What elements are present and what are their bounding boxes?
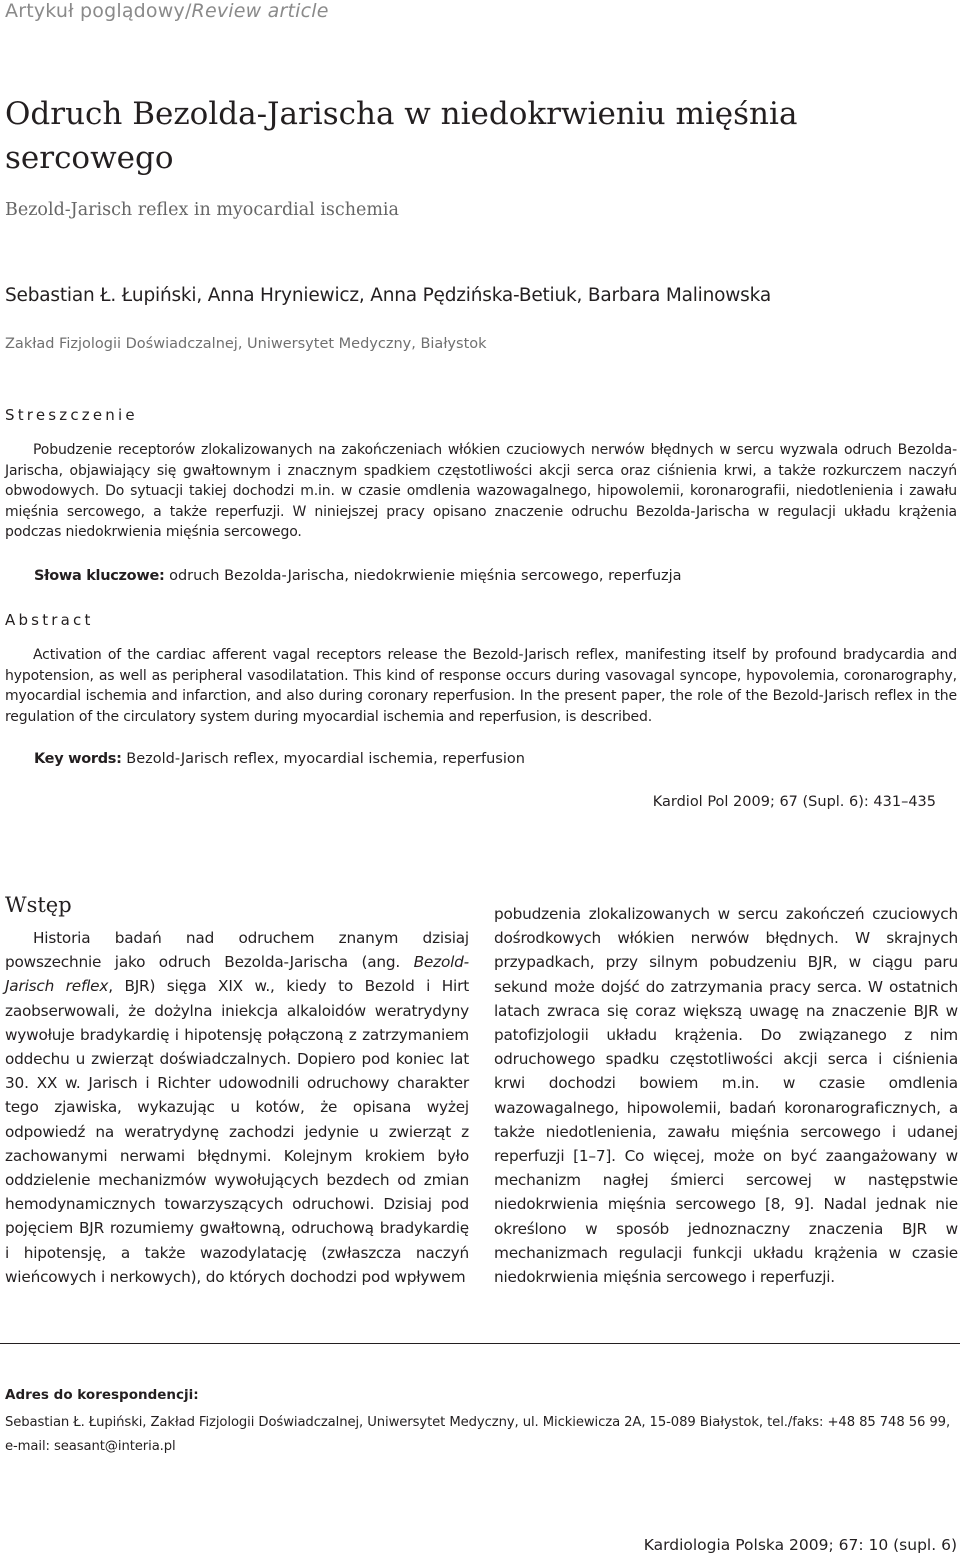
streszczenie-heading: Streszczenie: [5, 406, 138, 424]
correspondence-line-1: Sebastian Ł. Łupiński, Zakład Fizjologii Doświadczalnej, Uniwersytet Medyczny, ul. Mickiewicza 2A, 15-089 Białystok, tel./faks: +48 85 748 56 99,: [5, 1415, 951, 1430]
keywords-pl: [34, 568, 682, 584]
article-title: Odruch Bezolda-Jarischa w niedokrwieniu mięśnia sercowego: [5, 96, 798, 176]
wstep-heading: Wstęp: [5, 893, 72, 917]
category-english: Review article: [191, 0, 329, 22]
journal-footer: Kardiologia Polska 2009; 67: 10 (supl. 6): [643, 1536, 957, 1554]
divider-rule: [0, 1343, 960, 1344]
body-column-left: [5, 926, 469, 1289]
keywords-pl-label: Słowa kluczowe:: [34, 568, 165, 584]
streszczenie-text: Pobudzenie receptorów zlokalizowanych na zakończeniach włókien czuciowych nerwów błędnych w sercu wyzwala odruch Bezolda-Jarischa, objawiający się gwałtownym i znacznym spadkiem częstotliwości akcji serca oraz ciśnienia krwi, a także rozkurczem naczyń obwodowych. Do sytuacji takiej dochodzi m.in. w czasie omdlenia wazowagalnego, hipowolemii, koronarografii, niedotlenienia i zawału mięśnia sercowego, a także reperfuzji. W niniejszej pracy opisano znaczenie odruchu Bezolda-Jarischa w regulacji układu krążenia podczas niedokrwienia mięśnia sercowego.: [5, 442, 957, 540]
body-column-right: pobudzenia zlokalizowanych w sercu zakończeń czuciowych dośrodkowych włókien nerwów błędnych. W skrajnych przypadkach, przy silnym pobudzeniu BJR, w ciągu paru sekund może dojść do zatrzymania pracy serca. W ostatnich latach zwraca się coraz większą uwagę na znaczenie BJR w patofizjologii układu krążenia. Do związanego z nim odruchowego spadku częstotliwości akcji serca i ciśnienia krwi dochodzi bowiem m.in. w czasie omdlenia wazowagalnego, hipowolemii, badań koronarograficznych, a także niedotlenienia, zawału mięśnia sercowego i udanej reperfuzji [1–7]. Co więcej, może on być zaangażowany w mechanizm nagłej śmierci sercowej w następstwie niedokrwienia mięśnia sercowego [8, 9]. Nadal jednak nie określono w sposób jednoznaczny znaczenia BJR w mechanizmach regulacji funkcji układu krążenia w czasie niedokrwienia mięśnia sercowego i reperfuzji.: [494, 905, 958, 1287]
abstract-heading: Abstract: [5, 611, 94, 629]
keywords-pl-values: odruch Bezolda-Jarischa, niedokrwienie mięśnia sercowego, reperfuzja: [169, 568, 682, 584]
correspondence-email: e-mail: seasant@interia.pl: [5, 1439, 176, 1454]
keywords-en-label: Key words:: [34, 751, 122, 767]
citation: Kardiol Pol 2009; 67 (Supl. 6): 431–435: [652, 794, 936, 810]
category-polish: Artykuł poglądowy/: [5, 0, 192, 22]
affiliation: Zakład Fizjologii Doświadczalnej, Uniwersytet Medyczny, Białystok: [5, 336, 487, 352]
article-subtitle: Bezold-Jarisch reflex in myocardial ischemia: [5, 200, 399, 220]
article-category: [5, 0, 329, 22]
body-left-italic: Bezold-Jarisch reflex: [5, 953, 469, 996]
keywords-en: [34, 751, 525, 767]
body-left-text-1: Historia badań nad odruchem znanym dzisiaj powszechnie jako odruch Bezolda-Jarischa (ang.: [5, 929, 469, 972]
keywords-en-values: Bezold-Jarisch reflex, myocardial ischemia, reperfusion: [126, 751, 525, 767]
correspondence-heading: Adres do korespondencji:: [5, 1387, 199, 1403]
abstract-text: Activation of the cardiac afferent vagal receptors release the Bezold-Jarisch reflex, manifesting itself by profound bradycardia and hypotension, as well as peripheral vasodilatation. This kind of response occurs during vasovagal syncope, hypovolemia, coronarography, myocardial ischemia and infarction, and also during coronary reperfusion. In the present paper, the role of the Bezold-Jarisch reflex in the regulation of the circulatory system during myocardial ischemia and reperfusion, is described.: [5, 647, 957, 725]
body-left-text-2: , BJR) sięga XIX w., kiedy to Bezold i Hirt zaobserwowali, że dożylna iniekcja alkaloidów weratrydyny wywołuje bradykardię i hipotensję połączoną z zatrzymaniem oddechu u zwierząt doświadczalnych. Dopiero pod koniec lat 30. XX w. Jarisch i Richter udowodnili odruchowy charakter tego zjawiska, wykazując u kotów, że opisana wyżej odpowiedź na weratrydynę zachodzi jedynie u zwierząt z zachowanymi nerwami błędnymi. Kolejnym krokiem było oddzielenie mechanizmów wywołujących bezdech od zmian hemodynamicznych towarzyszących odruchowi. Dzisiaj pod pojęciem BJR rozumiemy gwałtowną, odruchową bradykardię i hipotensję, a także wazodylatację (zwłaszcza naczyń wieńcowych i nerkowych), do których dochodzi pod wpływem: [5, 977, 469, 1286]
correspondence-text: [5, 1411, 960, 1459]
authors: Sebastian Ł. Łupiński, Anna Hryniewicz, Anna Pędzińska-Betiuk, Barbara Malinowska: [5, 285, 771, 306]
